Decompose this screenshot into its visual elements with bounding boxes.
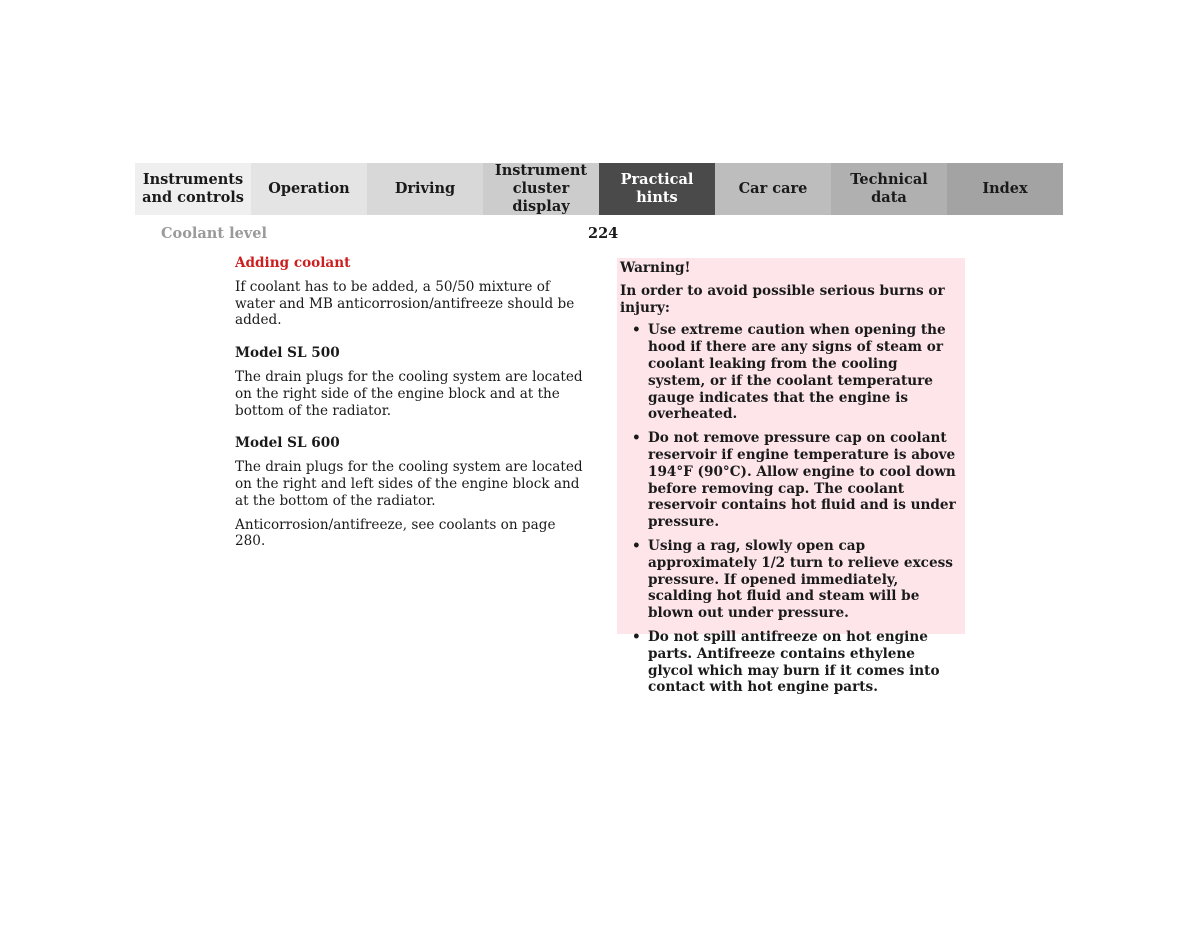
warning-title: Warning!	[620, 260, 691, 276]
bullet-icon: •	[632, 628, 641, 645]
bullet-icon: •	[632, 537, 641, 554]
sl600-paragraph: The drain plugs for the cooling system are located on the right and left sides of the engine block and at the bottom of the radiator.	[235, 459, 583, 509]
warning-box	[617, 258, 965, 696]
tab-operation[interactable]: Operation	[251, 163, 367, 215]
warning-item	[620, 629, 959, 696]
main-content	[235, 255, 590, 566]
intro-paragraph: If coolant has to be added, a 50/50 mixture of water and MB anticorrosion/antifreeze should be added.	[235, 278, 575, 329]
tab-instruments-and-controls[interactable]: Instruments and controls	[135, 163, 251, 215]
bullet-icon: •	[632, 322, 641, 339]
warning-item-text: Do not spill antifreeze on hot engine parts. Antifreeze contains ethylene glycol which may burn if it comes into contact with hot engine parts.	[648, 628, 940, 696]
antifreeze-reference: Anticorrosion/antifreeze, see coolants on page 280.	[235, 516, 556, 550]
section-title: Coolant level	[161, 225, 267, 242]
page-number: 224	[588, 225, 619, 242]
warning-item	[620, 322, 959, 423]
warning-item-text: Using a rag, slowly open cap approximately 1/2 turn to relieve excess pressure. If opened immediately, scalding hot fluid and steam will be blown out under pressure.	[648, 537, 953, 622]
warning-item	[620, 538, 959, 622]
tab-index[interactable]: Index	[947, 163, 1063, 215]
bullet-icon: •	[632, 430, 641, 447]
warning-item-text: Use extreme caution when opening the hood if there are any signs of steam or coolant leaking from the cooling system, or if the coolant temperature gauge indicates that the engine is overheated.	[648, 322, 946, 423]
tab-practical-hints[interactable]: Practical hints	[599, 163, 715, 215]
tab-driving[interactable]: Driving	[367, 163, 483, 215]
tab-instrument-cluster-display[interactable]: Instrument cluster display	[483, 163, 599, 215]
sl500-paragraph: The drain plugs for the cooling system are located on the right side of the engine block and at the bottom of the radiator.	[235, 368, 583, 419]
tab-technical-data[interactable]: Technical data	[831, 163, 947, 215]
sl600-heading: Model SL 600	[235, 435, 340, 452]
warning-item	[620, 430, 959, 531]
warning-intro: In order to avoid possible serious burns or injury:	[620, 282, 945, 316]
chapter-tabs	[135, 163, 1063, 215]
adding-coolant-heading: Adding coolant	[235, 255, 351, 271]
sl500-heading: Model SL 500	[235, 345, 340, 362]
warning-item-text: Do not remove pressure cap on coolant reservoir if engine temperature is above 194°F (90°C). Allow engine to cool down before removing cap. The coolant reservoir contains hot fluid and is under pressure.	[648, 430, 956, 531]
tab-car-care[interactable]: Car care	[715, 163, 831, 215]
warning-list	[620, 322, 959, 696]
